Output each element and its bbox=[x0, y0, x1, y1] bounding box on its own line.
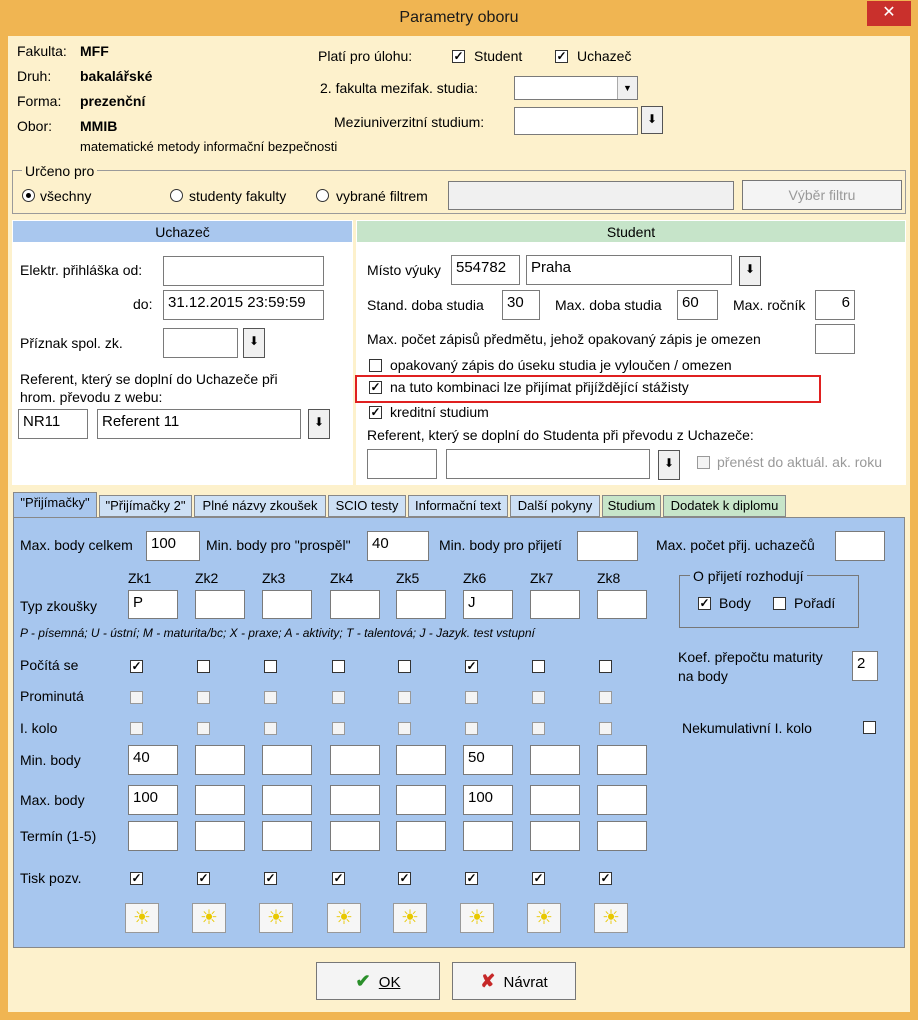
max-input-zk3[interactable] bbox=[262, 785, 312, 815]
misto-name-input[interactable]: Praha bbox=[526, 255, 732, 285]
prominuta-checkbox-zk3[interactable] bbox=[264, 691, 277, 704]
kolo-checkbox-zk5[interactable] bbox=[398, 722, 411, 735]
pocita-checkbox-zk1[interactable]: ✓ bbox=[131, 659, 142, 673]
window-title: Parametry oboru bbox=[399, 9, 519, 26]
uchazec-header: Uchazeč bbox=[12, 220, 353, 243]
nekum-checkbox[interactable] bbox=[863, 721, 876, 734]
prominuta-checkbox-zk8[interactable] bbox=[599, 691, 612, 704]
min-prospel-input[interactable]: 40 bbox=[367, 531, 429, 561]
arrow-down-icon: ⬇ bbox=[744, 262, 756, 276]
tisk-checkbox-zk1[interactable]: ✓ bbox=[131, 871, 142, 885]
tisk-checkbox-zk2[interactable]: ✓ bbox=[198, 871, 209, 885]
radio-vybrane-filtrem[interactable] bbox=[316, 189, 329, 202]
max-rocnik-input[interactable]: 6 bbox=[815, 290, 855, 320]
kolo-checkbox-zk2[interactable] bbox=[197, 722, 210, 735]
student-checkbox-label: Student bbox=[474, 48, 523, 64]
meziuni-label: Meziuniverzitní studium: bbox=[334, 114, 485, 130]
radio-vsechny[interactable] bbox=[22, 189, 35, 202]
tab-studium[interactable]: Studium bbox=[602, 495, 661, 517]
prominuta-checkbox-zk6[interactable] bbox=[465, 691, 478, 704]
elektr-label: Elektr. přihláška od: bbox=[20, 262, 143, 278]
max-input-zk5[interactable] bbox=[396, 785, 446, 815]
sun-icon: ☀ bbox=[335, 907, 353, 929]
typ-input-zk6[interactable]: J bbox=[463, 590, 513, 619]
max-zapisu-input[interactable] bbox=[815, 324, 855, 354]
pocita-checkbox-zk7[interactable] bbox=[532, 660, 545, 673]
uchazec-checkbox[interactable]: ✓ bbox=[556, 49, 567, 63]
prenest-label: přenést do aktuál. ak. roku bbox=[717, 454, 882, 470]
col-header-zk1: Zk1 bbox=[128, 570, 152, 586]
sun-icon: ☀ bbox=[267, 907, 285, 929]
arrow-down-icon: ⬇ bbox=[313, 415, 325, 429]
koef-label-1: Koef. přepočtu maturity bbox=[678, 649, 823, 665]
termin-input-zk5[interactable] bbox=[396, 821, 446, 851]
min-input-zk8[interactable] bbox=[597, 745, 647, 775]
navrat-label: Návrat bbox=[503, 974, 548, 991]
poradi-checkbox-label: Pořadí bbox=[794, 595, 836, 611]
pocita-checkbox-zk2[interactable] bbox=[197, 660, 210, 673]
radio-studenty-fakulty-label: studenty fakulty bbox=[189, 188, 287, 204]
kolo-checkbox-zk6[interactable] bbox=[465, 722, 478, 735]
forma-label: Forma: bbox=[17, 93, 62, 109]
referent-label-1: Referent, který se doplní do Uchazeče při bbox=[20, 371, 278, 387]
kreditni-label: kreditní studium bbox=[390, 404, 489, 420]
col-header-zk2: Zk2 bbox=[195, 570, 219, 586]
student-referent-label: Referent, který se doplní do Studenta při převodu z Uchazeče: bbox=[367, 427, 754, 443]
tab-dodatek[interactable]: Dodatek k diplomu bbox=[663, 495, 786, 517]
tisk-checkbox-zk5[interactable]: ✓ bbox=[399, 871, 410, 885]
referent-code-input[interactable]: NR11 bbox=[18, 409, 88, 439]
min-input-zk3[interactable] bbox=[262, 745, 312, 775]
max-label: Max. body bbox=[20, 792, 85, 808]
prominuta-checkbox-zk2[interactable] bbox=[197, 691, 210, 704]
tisk-checkbox-zk7[interactable]: ✓ bbox=[533, 871, 544, 885]
col-header-zk8: Zk8 bbox=[597, 570, 621, 586]
tisk-label: Tisk pozv. bbox=[20, 870, 82, 886]
vyber-filtru-button[interactable]: Výběr filtru bbox=[742, 180, 902, 210]
kolo-checkbox-zk1[interactable] bbox=[130, 722, 143, 735]
prominuta-checkbox-zk4[interactable] bbox=[332, 691, 345, 704]
sun-button-zk7[interactable] bbox=[527, 903, 561, 933]
max-body-input[interactable]: 100 bbox=[146, 531, 200, 561]
prominuta-checkbox-zk7[interactable] bbox=[532, 691, 545, 704]
fakulta2-label: 2. fakulta mezifak. studia: bbox=[320, 80, 478, 96]
pocita-checkbox-zk8[interactable] bbox=[599, 660, 612, 673]
typ-input-zk2[interactable] bbox=[195, 590, 245, 619]
tab-prijimacky-2[interactable]: "Přijímačky 2" bbox=[99, 495, 192, 517]
termin-input-zk4[interactable] bbox=[330, 821, 380, 851]
max-input-zk4[interactable] bbox=[330, 785, 380, 815]
min-input-zk4[interactable] bbox=[330, 745, 380, 775]
elektr-od-input[interactable] bbox=[163, 256, 324, 286]
min-prospel-label: Min. body pro "prospěl" bbox=[206, 537, 351, 553]
tisk-checkbox-zk6[interactable]: ✓ bbox=[466, 871, 477, 885]
misto-label: Místo výuky bbox=[367, 262, 441, 278]
termin-input-zk7[interactable] bbox=[530, 821, 580, 851]
uchazec-checkbox-label: Uchazeč bbox=[577, 48, 632, 64]
koef-input[interactable]: 2 bbox=[852, 651, 878, 681]
max-zapisu-label: Max. počet zápisů předmětu, jehož opakovaný zápis je omezen bbox=[367, 331, 761, 347]
typ-input-zk8[interactable] bbox=[597, 590, 647, 619]
opakovany-checkbox[interactable] bbox=[369, 359, 382, 372]
termin-input-zk2[interactable] bbox=[195, 821, 245, 851]
fakulta-label: Fakulta: bbox=[17, 43, 67, 59]
max-input-zk6[interactable]: 100 bbox=[463, 785, 513, 815]
elektr-do-input[interactable]: 31.12.2015 23:59:59 bbox=[163, 290, 324, 320]
pocita-checkbox-zk4[interactable] bbox=[332, 660, 345, 673]
pocita-checkbox-zk6[interactable]: ✓ bbox=[466, 659, 477, 673]
tab-prijimacky[interactable]: "Přijímačky" bbox=[13, 492, 97, 518]
typ-input-zk4[interactable] bbox=[330, 590, 380, 619]
obor-label: Obor: bbox=[17, 118, 53, 134]
col-header-zk6: Zk6 bbox=[463, 570, 487, 586]
typ-label: Typ zkoušky bbox=[20, 598, 98, 614]
arrow-down-icon: ⬇ bbox=[646, 112, 658, 126]
min-input-zk7[interactable] bbox=[530, 745, 580, 775]
ok-button[interactable] bbox=[316, 962, 440, 1000]
typ-legend: P - písemná; U - ústní; M - maturita/bc; X - praxe; A - aktivity; T - talentová; J - Jazyk. test vstupní bbox=[20, 626, 535, 640]
sun-button-zk3[interactable] bbox=[259, 903, 293, 933]
kolo-label: I. kolo bbox=[20, 720, 58, 736]
referent-dropdown-button[interactable] bbox=[308, 409, 330, 439]
student-checkbox[interactable]: ✓ bbox=[453, 49, 464, 63]
druh-label: Druh: bbox=[17, 68, 52, 84]
col-header-zk4: Zk4 bbox=[330, 570, 354, 586]
pocita-checkbox-zk3[interactable] bbox=[264, 660, 277, 673]
radio-studenty-fakulty[interactable] bbox=[170, 189, 183, 202]
max-pocet-label: Max. počet přij. uchazečů bbox=[656, 537, 815, 553]
col-header-zk3: Zk3 bbox=[262, 570, 286, 586]
cross-icon: ✘ bbox=[480, 971, 496, 991]
prenest-checkbox[interactable] bbox=[697, 456, 710, 469]
termin-input-zk6[interactable] bbox=[463, 821, 513, 851]
pocita-checkbox-zk5[interactable] bbox=[398, 660, 411, 673]
sun-button-zk6[interactable] bbox=[460, 903, 494, 933]
fakulta-value: MFF bbox=[80, 43, 109, 59]
referent-label-2: hrom. převodu z webu: bbox=[20, 389, 163, 405]
filter-input[interactable] bbox=[448, 181, 734, 210]
tab-plne-nazvy[interactable]: Plné názvy zkoušek bbox=[194, 495, 326, 517]
sun-button-zk4[interactable] bbox=[327, 903, 361, 933]
rozhoduji-label: O přijetí rozhodují bbox=[690, 568, 807, 584]
sun-icon: ☀ bbox=[401, 907, 419, 929]
stazisti-checkbox[interactable]: ✓ bbox=[370, 380, 381, 394]
max-doba-label: Max. doba studia bbox=[555, 297, 662, 313]
referent-name-input[interactable]: Referent 11 bbox=[97, 409, 301, 439]
tisk-checkbox-zk4[interactable]: ✓ bbox=[333, 871, 344, 885]
sun-icon: ☀ bbox=[535, 907, 553, 929]
max-pocet-input[interactable] bbox=[835, 531, 885, 561]
kreditni-checkbox[interactable]: ✓ bbox=[370, 405, 381, 419]
prominuta-label: Prominutá bbox=[20, 688, 84, 704]
stazisti-label: na tuto kombinaci lze přijímat přijíždějící stážisty bbox=[390, 379, 689, 395]
prominuta-checkbox-zk1[interactable] bbox=[130, 691, 143, 704]
check-icon: ✔ bbox=[355, 971, 371, 991]
priznak-dropdown-button[interactable] bbox=[243, 328, 265, 358]
col-header-zk5: Zk5 bbox=[396, 570, 420, 586]
max-doba-input[interactable]: 60 bbox=[677, 290, 718, 320]
tisk-checkbox-zk8[interactable]: ✓ bbox=[600, 871, 611, 885]
max-input-zk1[interactable]: 100 bbox=[128, 785, 178, 815]
sun-icon: ☀ bbox=[602, 907, 620, 929]
tab-scio-testy[interactable]: SCIO testy bbox=[328, 495, 406, 517]
druh-value: bakalářské bbox=[80, 68, 153, 84]
sun-button-zk1[interactable] bbox=[125, 903, 159, 933]
title-bar bbox=[0, 0, 918, 36]
navrat-button[interactable] bbox=[452, 962, 576, 1000]
priznak-input[interactable] bbox=[163, 328, 238, 358]
meziuni-dropdown-button[interactable] bbox=[641, 106, 663, 134]
urceno-label: Určeno pro bbox=[22, 163, 97, 179]
kolo-checkbox-zk4[interactable] bbox=[332, 722, 345, 735]
chevron-down-icon: ▼ bbox=[617, 77, 637, 99]
radio-vsechny-label: všechny bbox=[40, 188, 92, 204]
termin-label: Termín (1-5) bbox=[20, 828, 97, 844]
opakovany-label: opakovaný zápis do úseku studia je vyloučen / omezen bbox=[390, 357, 732, 373]
sun-button-zk5[interactable] bbox=[393, 903, 427, 933]
student-referent-dropdown-button[interactable] bbox=[658, 450, 680, 480]
termin-input-zk1[interactable] bbox=[128, 821, 178, 851]
typ-input-zk7[interactable] bbox=[530, 590, 580, 619]
tisk-checkbox-zk3[interactable]: ✓ bbox=[265, 871, 276, 885]
tab-dalsi-pokyny[interactable]: Další pokyny bbox=[510, 495, 600, 517]
arrow-down-icon: ⬇ bbox=[248, 334, 260, 348]
typ-input-zk1[interactable]: P bbox=[128, 590, 178, 619]
forma-value: prezenční bbox=[80, 93, 146, 109]
sun-icon: ☀ bbox=[468, 907, 486, 929]
do-label: do: bbox=[133, 296, 153, 312]
priznak-label: Příznak spol. zk. bbox=[20, 335, 123, 351]
prominuta-checkbox-zk5[interactable] bbox=[398, 691, 411, 704]
sun-button-zk8[interactable] bbox=[594, 903, 628, 933]
min-input-zk6[interactable]: 50 bbox=[463, 745, 513, 775]
obor-name: matematické metody informační bezpečnosti bbox=[80, 139, 338, 154]
stand-label: Stand. doba studia bbox=[367, 297, 484, 313]
kolo-checkbox-zk3[interactable] bbox=[264, 722, 277, 735]
pocita-label: Počítá se bbox=[20, 657, 79, 673]
koef-label-2: na body bbox=[678, 668, 728, 684]
plati-label: Platí pro úlohu: bbox=[318, 48, 413, 64]
kolo-checkbox-zk7[interactable] bbox=[532, 722, 545, 735]
max-body-label: Max. body celkem bbox=[20, 537, 133, 553]
ok-label: OK bbox=[378, 974, 401, 991]
meziuni-input[interactable] bbox=[514, 107, 638, 135]
termin-input-zk3[interactable] bbox=[262, 821, 312, 851]
stand-input[interactable]: 30 bbox=[502, 290, 540, 320]
arrow-down-icon: ⬇ bbox=[663, 456, 675, 470]
poradi-checkbox[interactable] bbox=[773, 597, 786, 610]
misto-dropdown-button[interactable] bbox=[739, 256, 761, 286]
min-input-zk5[interactable] bbox=[396, 745, 446, 775]
radio-vybrane-filtrem-label: vybrané filtrem bbox=[336, 188, 428, 204]
min-label: Min. body bbox=[20, 752, 81, 768]
close-button[interactable]: ✕ bbox=[867, 1, 911, 26]
sun-icon: ☀ bbox=[200, 907, 218, 929]
body-checkbox[interactable]: ✓ bbox=[699, 596, 710, 610]
tab-informacni-text[interactable]: Informační text bbox=[408, 495, 508, 517]
obor-value: MMIB bbox=[80, 118, 118, 134]
min-input-zk1[interactable]: 40 bbox=[128, 745, 178, 775]
typ-input-zk5[interactable] bbox=[396, 590, 446, 619]
student-referent-code-input[interactable] bbox=[367, 449, 437, 479]
misto-code-input[interactable]: 554782 bbox=[451, 255, 520, 285]
typ-input-zk3[interactable] bbox=[262, 590, 312, 619]
min-input-zk2[interactable] bbox=[195, 745, 245, 775]
nekum-label: Nekumulativní I. kolo bbox=[682, 720, 812, 736]
min-prijeti-input[interactable] bbox=[577, 531, 638, 561]
col-header-zk7: Zk7 bbox=[530, 570, 554, 586]
max-rocnik-label: Max. ročník bbox=[733, 297, 806, 313]
max-input-zk2[interactable] bbox=[195, 785, 245, 815]
kolo-checkbox-zk8[interactable] bbox=[599, 722, 612, 735]
fakulta2-select[interactable] bbox=[514, 76, 638, 100]
sun-icon: ☀ bbox=[133, 907, 151, 929]
student-referent-name-input[interactable] bbox=[446, 449, 650, 479]
sun-button-zk2[interactable] bbox=[192, 903, 226, 933]
max-input-zk7[interactable] bbox=[530, 785, 580, 815]
body-checkbox-label: Body bbox=[719, 595, 751, 611]
termin-input-zk8[interactable] bbox=[597, 821, 647, 851]
min-prijeti-label: Min. body pro přijetí bbox=[439, 537, 562, 553]
max-input-zk8[interactable] bbox=[597, 785, 647, 815]
student-header: Student bbox=[356, 220, 906, 243]
